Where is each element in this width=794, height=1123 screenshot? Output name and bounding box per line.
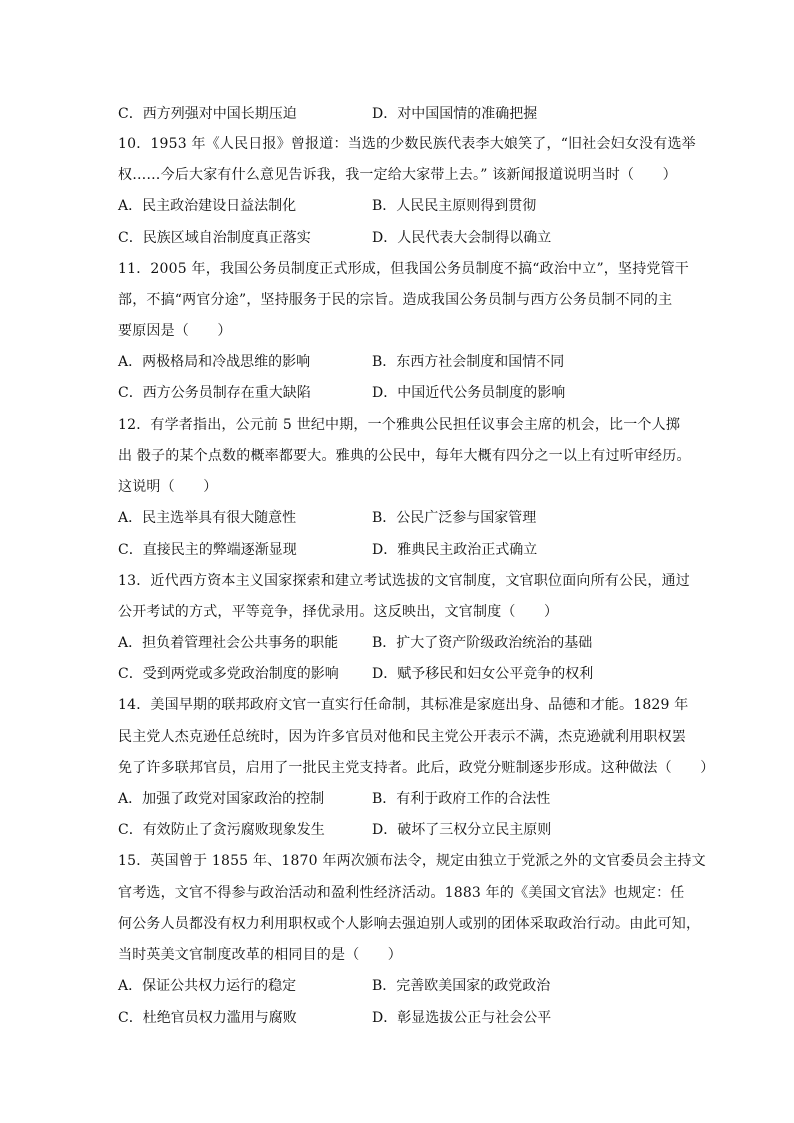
q12-stem-line-3: 这说明（ ）	[118, 479, 218, 495]
q10-option-b: B．人民民主原则得到贯彻	[372, 198, 537, 214]
q12-option-c: C．直接民主的弊端逐渐显现	[118, 542, 297, 558]
q11-option-b: B．东西方社会制度和国情不同	[372, 354, 565, 370]
q15-option-d: D．彰显选拔公正与社会公平	[372, 1010, 552, 1026]
q11-stem-line-3: 要原因是（ ）	[118, 323, 232, 339]
q11-option-c: C．西方公务员制存在重大缺陷	[118, 385, 311, 401]
q11-stem-line-2: 部，不搞“两官分途”，坚持服务于民的宗旨。造成我国公务员制与西方公务员制不同的主	[118, 292, 673, 308]
q14-option-b: B．有利于政府工作的合法性	[372, 791, 551, 807]
q15-stem-line-1: 15．英国曾于 1855 年、1870 年两次颁布法令，规定由独立于党派之外的文官委员会主持文	[118, 853, 706, 869]
q14-option-c: C．有效防止了贪污腐败现象发生	[118, 822, 325, 838]
q12-option-d: D．雅典民主政治正式确立	[372, 542, 538, 558]
q15-stem-line-2: 官考选，文官不得参与政治活动和盈利性经济活动。1883 年的《美国文官法》也规定：任	[118, 885, 685, 901]
q15-option-c: C．杜绝官员权力滥用与腐败	[118, 1010, 297, 1026]
q10-stem-line-2: 权……今后大家有什么意见告诉我，我一定给大家带上去。” 该新闻报道说明当时（ ）	[118, 167, 677, 183]
q14-stem-line-2: 民主党人杰克逊任总统时，因为许多官员对他和民主党公开表示不满，杰克逊就利用职权罢	[118, 729, 686, 745]
q14-stem-line-1: 14．美国早期的联邦政府文官一直实行任命制，其标准是家庭出身、品德和才能。1829 年	[118, 697, 689, 713]
q13-option-b: B．扩大了资产阶级政治统治的基础	[372, 635, 593, 651]
q15-option-b: B．完善欧美国家的政党政治	[372, 978, 551, 994]
prev-option-d: D．对中国国情的准确把握	[372, 106, 538, 122]
q12-stem-line-1: 12．有学者指出，公元前 5 世纪中期，一个雅典公民担任议事会主席的机会，比一个人掷	[118, 417, 681, 433]
q10-option-d: D．人民代表大会制得以确立	[372, 230, 552, 246]
q14-stem-line-3: 免了许多联邦官员，启用了一批民主党支持者。此后，政党分赃制逐步形成。这种做法（ ）	[118, 760, 715, 776]
prev-option-c: C．西方列强对中国长期压迫	[118, 106, 297, 122]
q13-stem-line-2: 公开考试的方式，平等竞争，择优录用。这反映出，文官制度（ ）	[118, 604, 559, 620]
q11-stem-line-1: 11．2005 年，我国公务员制度正式形成，但我国公务员制度不搞“政治中立”，坚持党管干	[118, 261, 690, 277]
q14-option-d: D．破坏了三权分立民主原则	[372, 822, 552, 838]
q11-option-d: D．中国近代公务员制度的影响	[372, 385, 566, 401]
q12-option-a: A．民主选举具有很大随意性	[118, 510, 297, 526]
q11-option-a: A．两极格局和冷战思维的影响	[118, 354, 311, 370]
q10-option-a: A．民主政治建设日益法制化	[118, 198, 297, 214]
q13-stem-line-1: 13．近代西方资本主义国家探索和建立考试选拔的文官制度，文官职位面向所有公民，通过	[118, 573, 691, 589]
q10-option-c: C．民族区域自治制度真正落实	[118, 230, 311, 246]
q15-stem-line-4: 当时英美文官制度改革的相同目的是（ ）	[118, 947, 402, 963]
q14-option-a: A．加强了政党对国家政治的控制	[118, 791, 325, 807]
q15-stem-line-3: 何公务人员都没有权力利用职权或个人影响去强迫别人或别的团体采取政治行动。由此可知，	[118, 916, 701, 932]
q13-option-a: A．担负着管理社会公共事务的职能	[118, 635, 339, 651]
q12-option-b: B．公民广泛参与国家管理	[372, 510, 537, 526]
q13-option-d: D．赋予移民和妇女公平竞争的权利	[372, 666, 594, 682]
q13-option-c: C．受到两党或多党政治制度的影响	[118, 666, 339, 682]
q12-stem-line-2: 出 骰子的某个点数的概率都要大。雅典的公民中，每年大概有四分之一以上有过听审经历。	[118, 448, 691, 464]
q10-stem-line-1: 10．1953 年《人民日报》曾报道：当选的少数民族代表李大娘笑了，“旧社会妇女没有选举	[118, 136, 696, 152]
q15-option-a: A．保证公共权力运行的稳定	[118, 978, 297, 994]
